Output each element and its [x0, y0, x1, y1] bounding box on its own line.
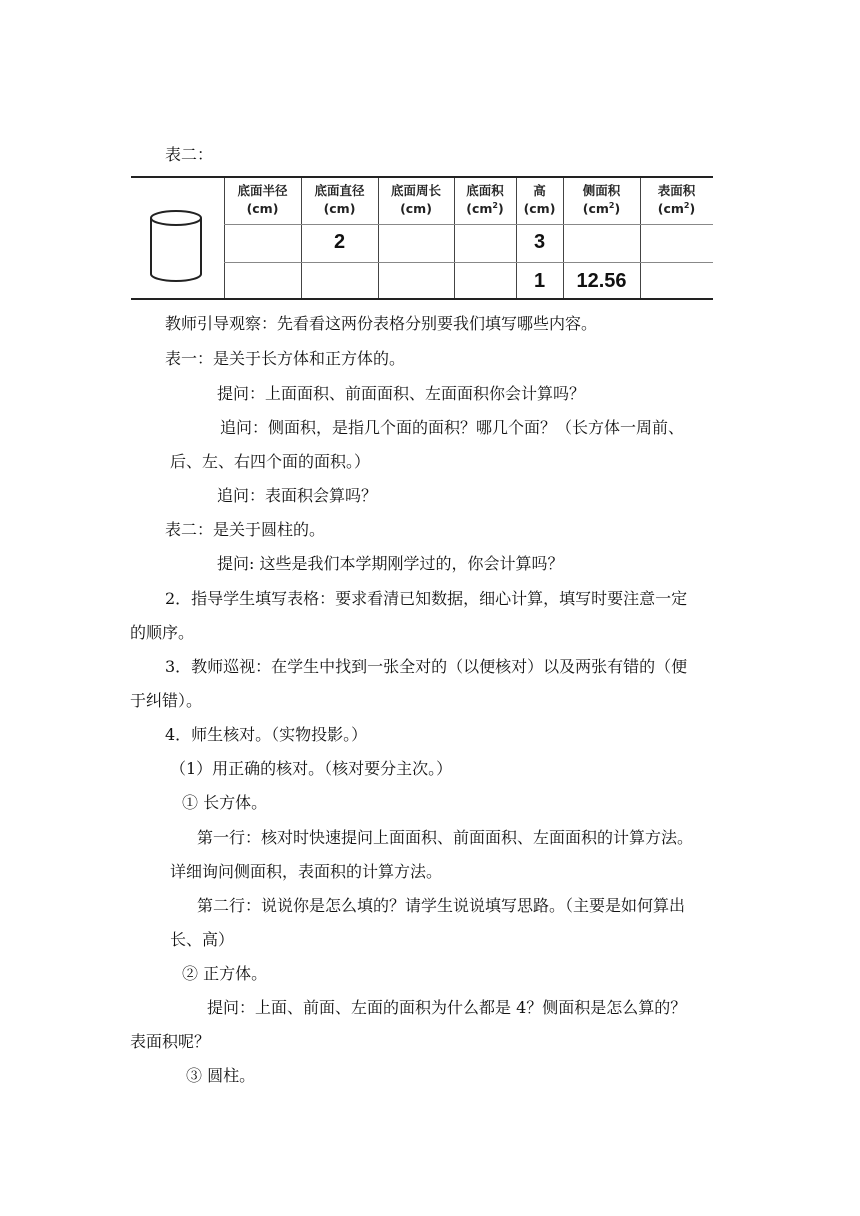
paragraph: 的顺序。	[130, 623, 195, 642]
paragraph: ① 长方体。	[182, 793, 268, 812]
paragraph: 第一行：核对时快速提问上面面积、前面面积、左面面积的计算方法。	[197, 828, 694, 847]
paragraph: 2．指导学生填写表格：要求看清已知数据，细心计算，填写时要注意一定	[165, 589, 688, 608]
paragraph: 后、左、右四个面的面积。）	[170, 452, 371, 471]
table-bottom-rule	[131, 298, 713, 300]
paragraph: 表一：是关于长方体和正方体的。	[165, 349, 406, 368]
table-cell: 12.56	[576, 270, 627, 292]
table-caption: 表二：	[165, 145, 214, 164]
paragraph: 详细询问侧面积，表面积的计算方法。	[170, 862, 443, 881]
table-cell: 3	[533, 231, 546, 253]
table-cell: 1	[533, 270, 546, 292]
paragraph: 表面积呢？	[130, 1032, 211, 1051]
paragraph: 追问：表面积会算吗？	[217, 486, 378, 505]
cylinder-icon	[149, 209, 203, 283]
paragraph: 追问：侧面积，是指几个面的面积？哪几个面？（长方体一周前、	[220, 418, 685, 437]
paragraph: 长、高）	[170, 930, 235, 949]
header-cell: 侧面积 $(cm^2)$	[582, 183, 621, 216]
cylinder-table	[131, 176, 713, 300]
paragraph: 第二行：说说你是怎么填的？请学生说说填写思路。（主要是如何算出	[197, 896, 686, 915]
paragraph: 教师引导观察：先看看这两份表格分别要我们填写哪些内容。	[165, 314, 598, 333]
header-cell: 底面积 $(cm^2)$	[466, 183, 504, 216]
paragraph: 表二：是关于圆柱的。	[165, 520, 326, 539]
paragraph: 3．教师巡视：在学生中找到一张全对的（以便核对）以及两张有错的（便	[165, 657, 688, 676]
paragraph: 提问：上面面积、前面面积、左面面积你会计算吗？	[217, 384, 586, 403]
paragraph: 4．师生核对。（实物投影。）	[165, 725, 368, 744]
table-cell: 2	[333, 231, 346, 253]
paragraph: （1）用正确的核对。（核对要分主次。）	[170, 759, 453, 778]
paragraph: 提问：上面、前面、左面的面积为什么都是 4？侧面积是怎么算的？	[207, 998, 687, 1017]
header-cell: 表面积 $(cm^2)$	[657, 183, 696, 216]
row-divider	[224, 262, 713, 263]
header-cell: 底面半径 (cm)	[237, 183, 288, 216]
header-cell: 底面周长 (cm)	[390, 183, 441, 216]
header-cell: 高 (cm)	[523, 183, 556, 216]
paragraph: 提问: 这些是我们本学期刚学过的，你会计算吗？	[217, 554, 564, 573]
paragraph: ② 正方体。	[182, 964, 268, 983]
table-top-rule	[131, 176, 713, 178]
header-cell: 底面直径 (cm)	[314, 183, 365, 216]
paragraph: ③ 圆柱。	[186, 1066, 256, 1085]
row-divider	[224, 224, 713, 225]
paragraph: 于纠错）。	[130, 691, 203, 710]
